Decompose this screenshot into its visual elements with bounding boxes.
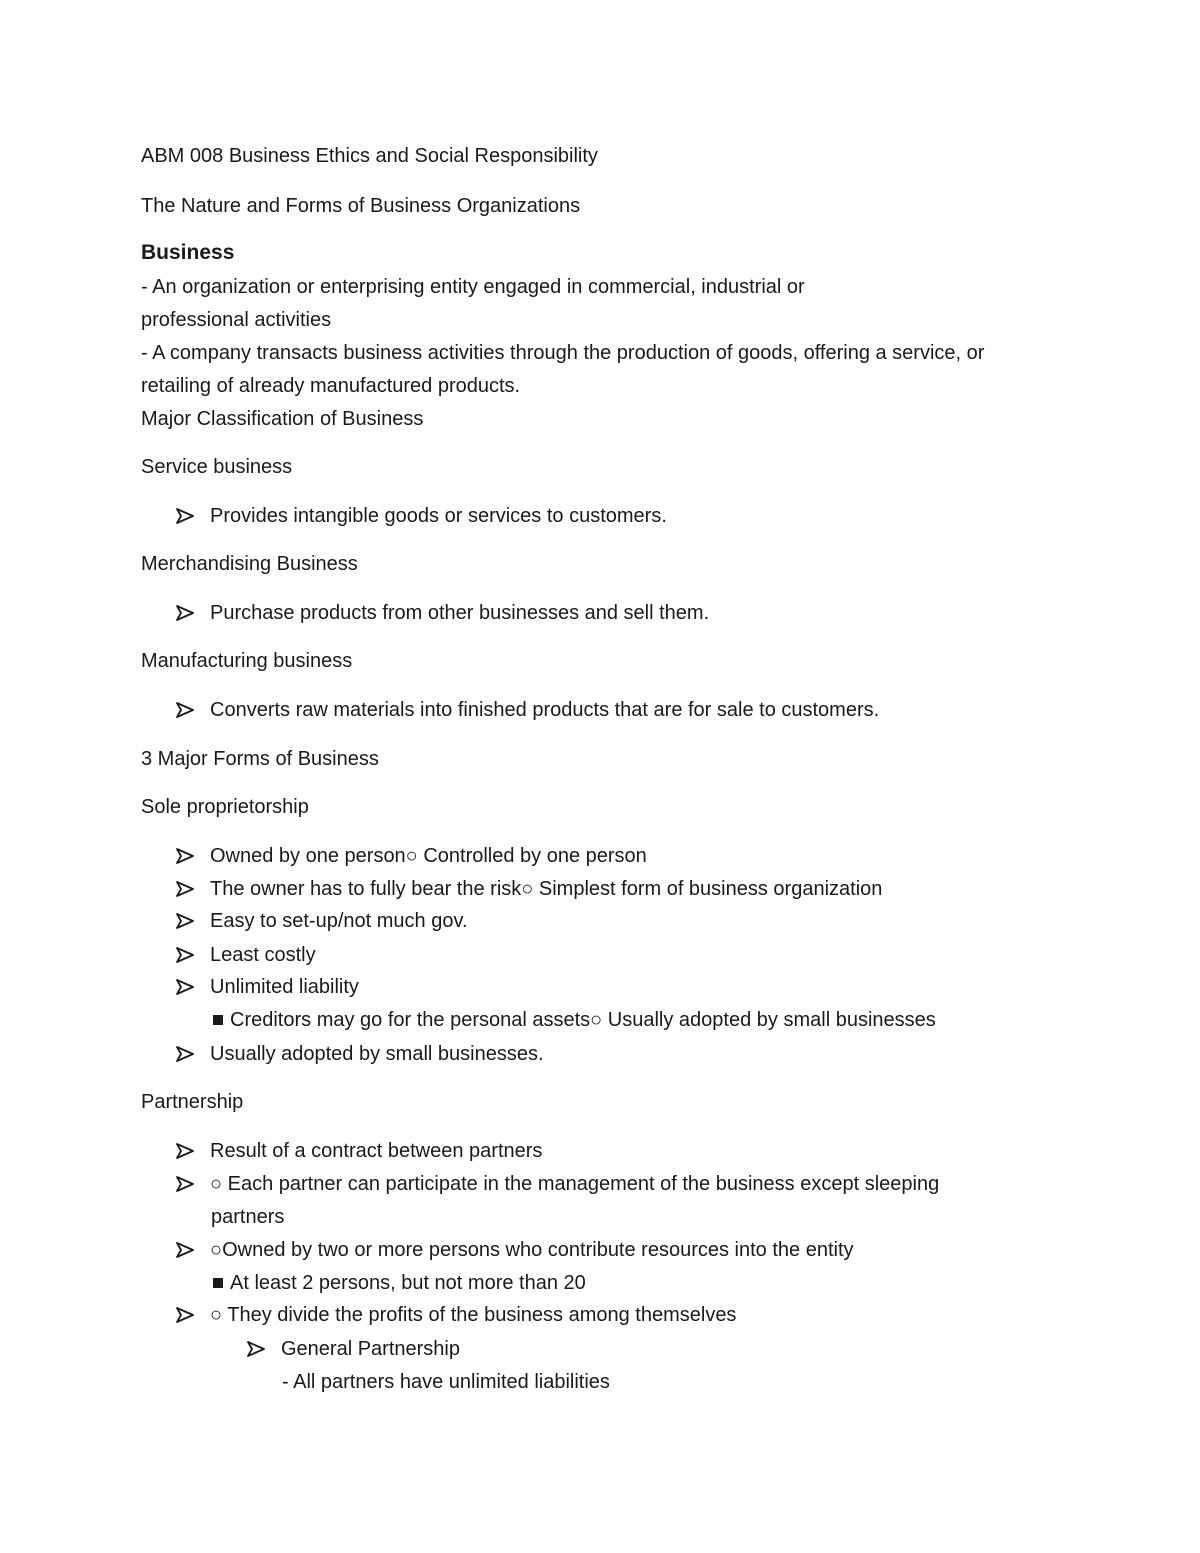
arrow-bullet-icon — [176, 908, 210, 934]
arrow-bullet-icon — [176, 942, 210, 968]
list-item — [176, 1138, 542, 1164]
major-classification-heading: Major Classification of Business — [141, 408, 424, 430]
arrow-bullet-icon — [176, 1138, 210, 1164]
square-bullet-icon — [213, 1278, 223, 1288]
sole-bullet-text: Least costly — [210, 944, 316, 966]
business-definition-1-line-2: professional activities — [141, 309, 332, 331]
list-item — [176, 876, 882, 902]
manufacturing-heading: Manufacturing business — [141, 650, 353, 672]
business-definition-2-line-1: - A company transacts business activities through the production of goods, offering a service, or — [141, 342, 985, 364]
list-item — [176, 974, 359, 1000]
list-item — [176, 843, 647, 869]
manufacturing-bullet-text: Converts raw materials into finished products that are for sale to customers. — [210, 699, 880, 721]
square-bullet-icon — [213, 1015, 223, 1025]
arrow-bullet-icon — [176, 1302, 210, 1328]
list-item — [176, 1302, 736, 1328]
sole-sub-item — [213, 1007, 936, 1033]
sole-bullet-text: Easy to set-up/not much gov. — [210, 910, 468, 932]
partner-bullet-text: ○ Each partner can participate in the management of the business except sleeping — [210, 1173, 940, 1195]
arrow-bullet-icon — [176, 1041, 210, 1067]
list-item — [176, 942, 316, 968]
lesson-title: The Nature and Forms of Business Organizations — [141, 195, 581, 217]
service-business-heading: Service business — [141, 456, 293, 478]
arrow-bullet-icon — [176, 697, 210, 723]
business-definition-2-line-2: retailing of already manufactured products. — [141, 375, 521, 397]
arrow-bullet-icon — [176, 1237, 210, 1263]
service-bullet — [176, 503, 667, 529]
partnership-heading: Partnership — [141, 1091, 244, 1113]
partner-bullet-text: Result of a contract between partners — [210, 1140, 543, 1162]
general-partnership-item — [247, 1336, 460, 1362]
general-partnership-description: - All partners have unlimited liabilities — [282, 1371, 610, 1393]
sole-bullet-text: Owned by one person○ Controlled by one person — [210, 845, 647, 867]
arrow-bullet-icon — [176, 974, 210, 1000]
arrow-bullet-icon — [176, 600, 210, 626]
sole-last-text: Usually adopted by small businesses. — [210, 1043, 544, 1065]
list-item — [176, 908, 468, 934]
partner-bullet-continuation: partners — [211, 1206, 285, 1228]
partner-sub-text: At least 2 persons, but not more than 20 — [230, 1272, 586, 1294]
business-heading: Business — [141, 241, 235, 264]
arrow-bullet-icon — [176, 876, 210, 902]
partner-bullet-text: ○ They divide the profits of the business among themselves — [210, 1304, 737, 1326]
arrow-bullet-icon — [176, 843, 210, 869]
merchandising-bullet-text: Purchase products from other businesses and sell them. — [210, 602, 710, 624]
service-bullet-text: Provides intangible goods or services to customers. — [210, 505, 667, 527]
sole-bullet-text: The owner has to fully bear the risk○ Simplest form of business organization — [210, 878, 883, 900]
list-item — [176, 1237, 854, 1263]
business-definition-1-line-1: - An organization or enterprising entity engaged in commercial, industrial or — [141, 276, 805, 298]
partner-bullet-text: ○Owned by two or more persons who contribute resources into the entity — [210, 1239, 854, 1261]
sole-proprietorship-heading: Sole proprietorship — [141, 796, 309, 818]
general-partnership-text: General Partnership — [281, 1338, 460, 1360]
partner-sub-item — [213, 1270, 586, 1296]
course-title: ABM 008 Business Ethics and Social Responsibility — [141, 145, 598, 167]
merchandising-heading: Merchandising Business — [141, 553, 358, 575]
list-item — [176, 1041, 544, 1067]
sole-bullet-text: Unlimited liability — [210, 976, 359, 998]
list-item — [176, 1171, 939, 1197]
arrow-bullet-icon — [176, 503, 210, 529]
manufacturing-bullet — [176, 697, 879, 723]
arrow-bullet-icon — [247, 1336, 281, 1362]
arrow-bullet-icon — [176, 1171, 210, 1197]
sole-sub-text: Creditors may go for the personal assets○ Usually adopted by small businesses — [230, 1009, 936, 1031]
major-forms-heading: 3 Major Forms of Business — [141, 748, 379, 770]
merchandising-bullet — [176, 600, 709, 626]
